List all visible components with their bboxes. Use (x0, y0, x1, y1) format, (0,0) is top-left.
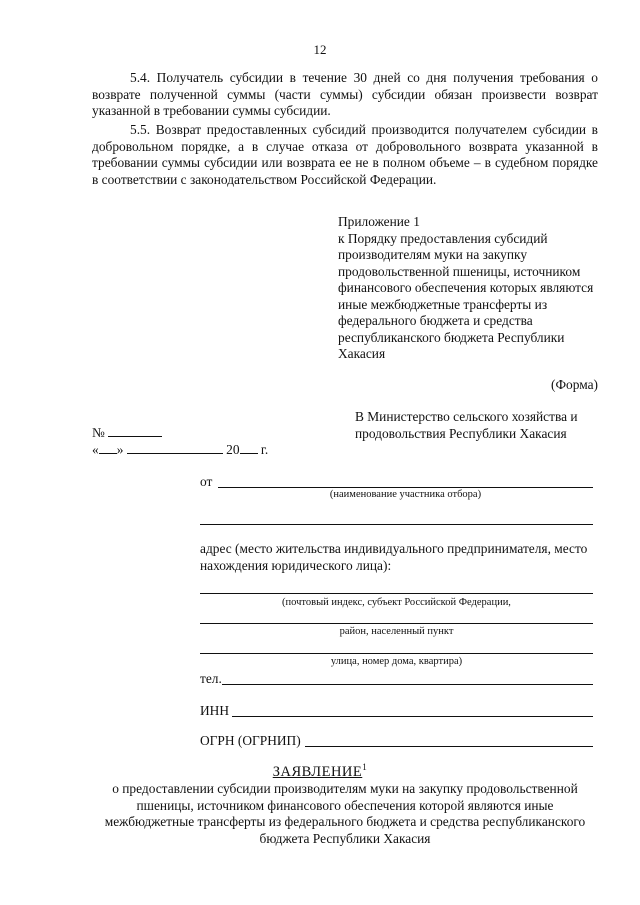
statement-title (0, 762, 640, 781)
date-line (92, 441, 268, 458)
year-prefix: 20 (226, 442, 240, 457)
from-input-line[interactable] (218, 487, 593, 488)
annex-title: Приложение 1 (338, 214, 420, 229)
year-suffix: г. (260, 442, 269, 457)
paragraph-5-5: 5.5. Возврат предоставленных субсидий производится получателем субсидии в добровольном порядке, а в случае отказа от добровольного возврата указанной в требовании суммы субсидии или возврата ее не в полном объеме – в судебном порядке в соответствии с законодательством Российской Федерации. (92, 122, 598, 187)
ogrn-input-line[interactable] (305, 746, 593, 747)
from-caption: (наименование участника отбора) (329, 489, 482, 500)
statement-subtitle: о предоставлении субсидии производителям муки на закупку продовольственной пшеницы, источником финансового обеспечения которой являются иные межбюджетные трансферты из федерального бюджета и средства республиканского бюджета Республики Хакасия (104, 781, 586, 846)
inn-input-line[interactable] (232, 716, 593, 717)
page-number: 12 (313, 42, 327, 57)
phone-label: тел. (200, 671, 222, 686)
statement-title-text: ЗАЯВЛЕНИЕ (272, 763, 363, 780)
district-input-line[interactable] (200, 623, 593, 624)
date-open-quote: « (92, 442, 99, 457)
postal-caption: (почтовый индекс, субъект Российской Федерации, (282, 597, 511, 608)
year-field[interactable] (240, 441, 258, 454)
district-caption: район, населенный пункт (339, 626, 454, 637)
inn-label: ИНН (200, 703, 230, 718)
paragraph-5-4: 5.4. Получатель субсидии в течение 30 дней со дня получения требования о возврате полученной суммы (части суммы) субсидии обязан произвести возврат указанной в требовании суммы субсидии. (92, 70, 598, 118)
phone-input-line[interactable] (222, 684, 593, 685)
footnote-mark: 1 (362, 762, 368, 772)
annex-block (338, 214, 608, 363)
number-label: № (92, 425, 105, 440)
day-field[interactable] (99, 441, 117, 454)
ogrn-label: ОГРН (ОГРНИП) (200, 733, 301, 748)
number-line (92, 424, 268, 441)
postal-input-line[interactable] (200, 593, 593, 594)
month-field[interactable] (127, 441, 223, 454)
number-field[interactable] (108, 424, 162, 437)
address-label: адрес (место жительства индивидуального предпринимателя, место нахождения юридического лица): (200, 541, 588, 573)
addressee: В Министерство сельского хозяйства и продовольствия Республики Хакасия (355, 409, 578, 441)
street-input-line[interactable] (200, 653, 593, 654)
from-label: от (200, 474, 213, 489)
form-label: (Форма) (550, 377, 598, 392)
street-caption: улица, номер дома, квартира) (330, 656, 463, 667)
from-input-line-2[interactable] (200, 524, 593, 525)
number-date-block (92, 424, 268, 458)
date-close-quote: » (116, 442, 124, 457)
annex-text: к Порядку предоставления субсидий производителям муки на закупку продовольственной пшеницы, источником финансового обеспечения которых являются иные межбюджетные трансферты из федерального бюджета и средства республиканского бюджета Республики Хакасия (338, 230, 594, 361)
